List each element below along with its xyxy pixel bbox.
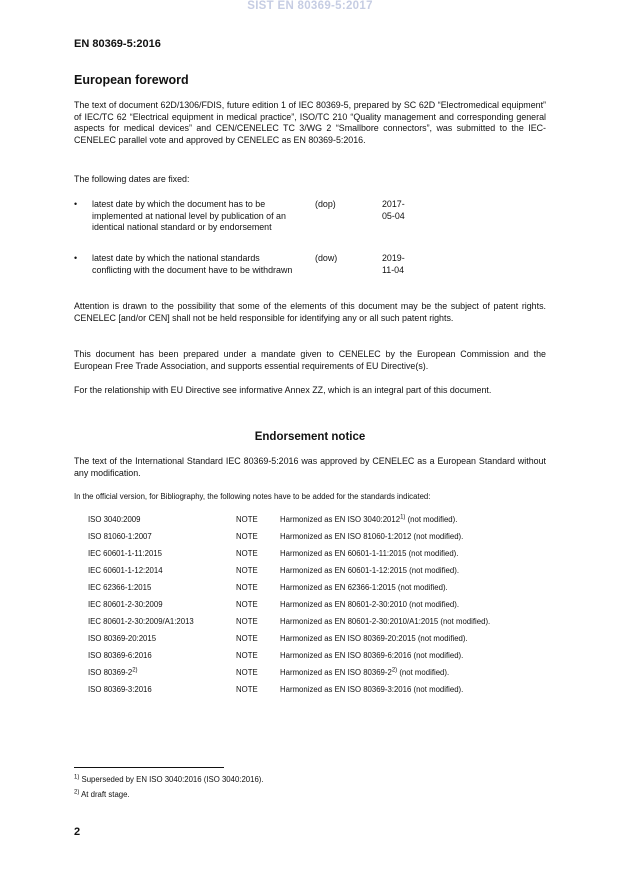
footnote-1 (74, 775, 264, 784)
note-label: NOTE (236, 600, 258, 609)
note-harmonized-text: Harmonized as EN 60601-1-12:2015 (not modified). (280, 566, 459, 575)
note-standard-code: IEC 62366-1:2015 (88, 583, 152, 592)
note-harmonized-text: Harmonized as EN ISO 81060-1:2012 (not modified). (280, 532, 464, 541)
endorsement-paragraph: The text of the International Standard IEC 80369-5:2016 was approved by CENELEC as a European Standard without any modification. (74, 456, 546, 478)
note-harmonized-text: Harmonized as EN ISO 80369-3:2016 (not modified). (280, 685, 464, 694)
note-label: NOTE (236, 668, 258, 677)
note-standard-code: IEC 80601-2-30:2009 (88, 600, 163, 609)
note-footnote-ref: 1) (400, 514, 406, 521)
mandate-paragraph: This document has been prepared under a mandate given to CENELEC by the European Commission and the European Free Trade Association, and supports essential requirements of EU Directive(s). (74, 349, 546, 371)
page-number: 2 (74, 826, 81, 838)
note-label: NOTE (236, 634, 258, 643)
note-standard (88, 651, 152, 661)
note-standard (88, 549, 162, 559)
note-standard (88, 617, 194, 627)
note-label: NOTE (236, 617, 258, 626)
date-item-date: 2017-05-04 (382, 199, 405, 221)
note-label: NOTE (236, 515, 258, 524)
note-standard-code: IEC 60601-1-11:2015 (88, 549, 162, 558)
note-harmonized-suffix: (not modified). (405, 515, 458, 524)
attention-paragraph: Attention is drawn to the possibility that some of the elements of this document may be the subject of patent rights. CENELEC [and/or CEN] shall not be held responsible for identifying any or all such patent rights. (74, 301, 546, 323)
note-standard-code: ISO 80369-20:2015 (88, 634, 157, 643)
note-harmonized (280, 583, 448, 593)
note-harmonized (280, 549, 458, 559)
note-harmonized-text: Harmonized as EN 80601-2-30:2010 (not modified). (280, 600, 459, 609)
note-harmonized (280, 685, 463, 695)
footnote-divider (74, 767, 224, 768)
bullet-icon: • (74, 199, 78, 209)
note-harmonized-suffix: (not modified). (397, 668, 450, 677)
note-harmonized-text: Harmonized as EN 62366-1:2015 (not modified). (280, 583, 448, 592)
relationship-paragraph: For the relationship with EU Directive see informative Annex ZZ, which is an integral part of this document. (74, 385, 492, 395)
date-item-text: latest date by which the document has to be implemented at national level by publication of an identical national standard or by endorsement (92, 199, 286, 233)
note-standard (88, 600, 163, 610)
note-harmonized (280, 668, 449, 678)
note-harmonized-text: Harmonized as EN ISO 80369-20:2015 (not modified). (280, 634, 468, 643)
note-label: NOTE (236, 651, 258, 660)
foreword-paragraph: The text of document 62D/1306/FDIS, future edition 1 of IEC 80369-5, prepared by SC 62D “Electromedical equipment” of IEC/TC 62 “Electrical equipment in medical practice”, ISO/TC 210 “Quality management and corresponding general aspects for medical devices” and CEN/CENELEC TC 3/WG 2 “Smallbore connectors”, was submitted to the IEC-CENELEC parallel vote and approved by CENELEC as EN 80369-5:2016. (74, 100, 546, 145)
foreword-heading: European foreword (74, 73, 189, 87)
note-label: NOTE (236, 685, 258, 694)
note-harmonized (280, 600, 459, 610)
note-standard (88, 583, 151, 593)
footnote-2 (74, 790, 130, 799)
note-standard-code: ISO 80369-2 (88, 668, 133, 677)
note-standard (88, 515, 140, 525)
note-label: NOTE (236, 549, 258, 558)
note-standard (88, 668, 138, 678)
dates-intro: The following dates are fixed: (74, 174, 190, 184)
footnote-mark: 2) (74, 789, 80, 796)
note-label: NOTE (236, 532, 258, 541)
note-standard-code: IEC 60601-1-12:2014 (88, 566, 163, 575)
date-item-abbr: (dop) (315, 199, 336, 209)
note-harmonized (280, 532, 463, 542)
document-id: EN 80369-5:2016 (74, 38, 161, 50)
note-standard-code: ISO 81060-1:2007 (88, 532, 152, 541)
note-standard-code: ISO 80369-6:2016 (88, 651, 152, 660)
note-harmonized (280, 566, 459, 576)
note-harmonized-text: Harmonized as EN ISO 3040:2012 (280, 515, 401, 524)
note-label: NOTE (236, 566, 258, 575)
watermark: SIST EN 80369-5:2017 (247, 0, 373, 12)
note-harmonized (280, 651, 463, 661)
date-item-abbr: (dow) (315, 253, 338, 263)
note-harmonized-text: Harmonized as EN ISO 80369-6:2016 (not modified). (280, 651, 464, 660)
footnote-mark: 1) (74, 774, 80, 781)
bibliography-intro: In the official version, for Bibliography, the following notes have to be added for the standards indicated: (74, 492, 431, 501)
note-standard-code: IEC 80601-2-30:2009/A1:2013 (88, 617, 194, 626)
note-harmonized (280, 515, 457, 525)
bullet-icon: • (74, 253, 78, 263)
note-standard-code: ISO 3040:2009 (88, 515, 141, 524)
note-standard (88, 634, 156, 644)
note-harmonized-text: Harmonized as EN 80601-2-30:2010/A1:2015 (not modified). (280, 617, 491, 626)
note-standard-code: ISO 80369-3:2016 (88, 685, 152, 694)
endorsement-heading: Endorsement notice (254, 431, 366, 443)
note-standard (88, 685, 152, 695)
footnote-text: Superseded by EN ISO 3040:2016 (ISO 3040:2016). (79, 775, 264, 784)
note-standard (88, 566, 163, 576)
note-footnote-ref: 2) (391, 667, 398, 674)
date-item-text: latest date by which the national standards conflicting with the document have to be withdrawn (92, 253, 293, 275)
note-standard-footnote-ref: 2) (132, 667, 138, 674)
note-harmonized (280, 634, 468, 644)
date-item-date: 2019-11-04 (382, 253, 405, 275)
note-harmonized-text: Harmonized as EN 60601-1-11:2015 (not modified). (280, 549, 459, 558)
note-label: NOTE (236, 583, 258, 592)
note-standard (88, 532, 152, 542)
note-harmonized (280, 617, 490, 627)
note-harmonized-text: Harmonized as EN ISO 80369-2 (280, 668, 392, 677)
footnote-text: At draft stage. (79, 790, 130, 799)
